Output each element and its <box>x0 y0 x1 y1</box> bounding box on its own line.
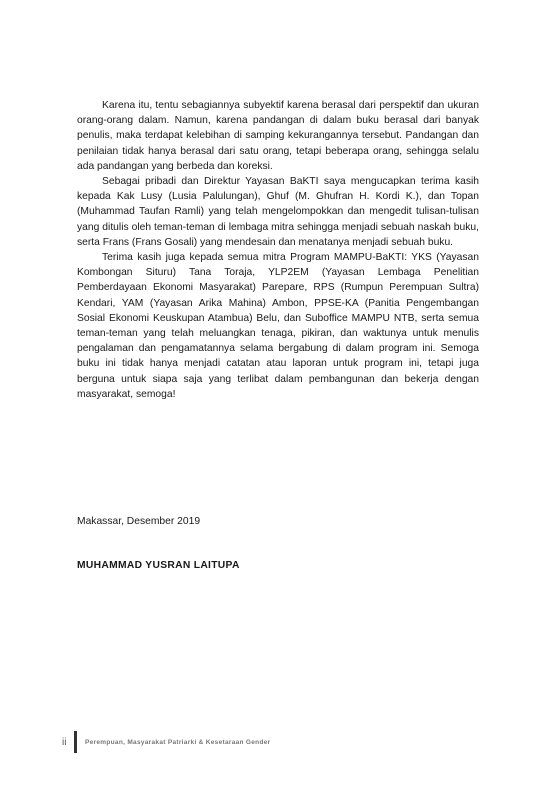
footer-divider <box>74 731 77 753</box>
page-number: ii <box>62 736 67 748</box>
place-date: Makassar, Desember 2019 <box>77 516 201 527</box>
signature-name: MUHAMMAD YUSRAN LAITUPA <box>77 560 240 571</box>
paragraph-2: Sebagai pribadi dan Direktur Yayasan BaKTI saya mengucapkan terima kasih kepada Kak Lusy (Lusia Palulungan), Ghuf (M. Ghufran H. Kordi K.), dan Topan (Muhammad Taufan Ramli) yang telah mengelompokkan dan mengedit tulisan-tulisan yang ditulis oleh teman-teman di lembaga mitra sehingga menjadi sebuah naskah buku, serta Frans (Frans Gosali) yang mendesain dan menatanya menjadi sebuah buku. <box>77 176 479 248</box>
book-title: Perempuan, Masyarakat Patriarki & Kesetaraan Gender <box>85 738 271 746</box>
paragraph-1: Karena itu, tentu sebagiannya subyektif karena berasal dari perspektif dan ukuran orang-orang dalam. Namun, karena pandangan di dalam buku berasal dari banyak penulis, maka terdapat kelebihan di samping kekurangannya tersebut. Pandangan dan penilaian tidak hanya berasal dari satu orang, tetapi beberapa orang, sehingga selalu ada pandangan yang berbeda dan koreksi. <box>77 100 479 172</box>
paragraph-3: Terima kasih juga kepada semua mitra Program MAMPU-BaKTI: YKS (Yayasan Kombongan Situru) Tana Toraja, YLP2EM (Yayasan Lembaga Penelitian Pemberdayaan Ekonomi Masyarakat) Parepare, RPS (Rumpun Perempuan Sultra) Kendari, YAM (Yayasan Arika Mahina) Ambon, PPSE-KA (Panitia Pengembangan Sosial Ekonomi Keuskupan Atambua) Belu, dan Suboffice MAMPU NTB, serta semua teman-teman yang telah meluangkan tenaga, pikiran, dan waktunya untuk menulis pengalaman dan pengamatannya selama bergabung di dalam program ini. Semoga buku ini tidak hanya menjadi catatan atau laporan untuk program ini, tetapi juga berguna untuk siapa saja yang terlibat dalam pembangunan dan bekerja dengan masyarakat, semoga! <box>77 252 479 400</box>
body-text <box>77 98 479 402</box>
page-footer <box>62 731 270 753</box>
